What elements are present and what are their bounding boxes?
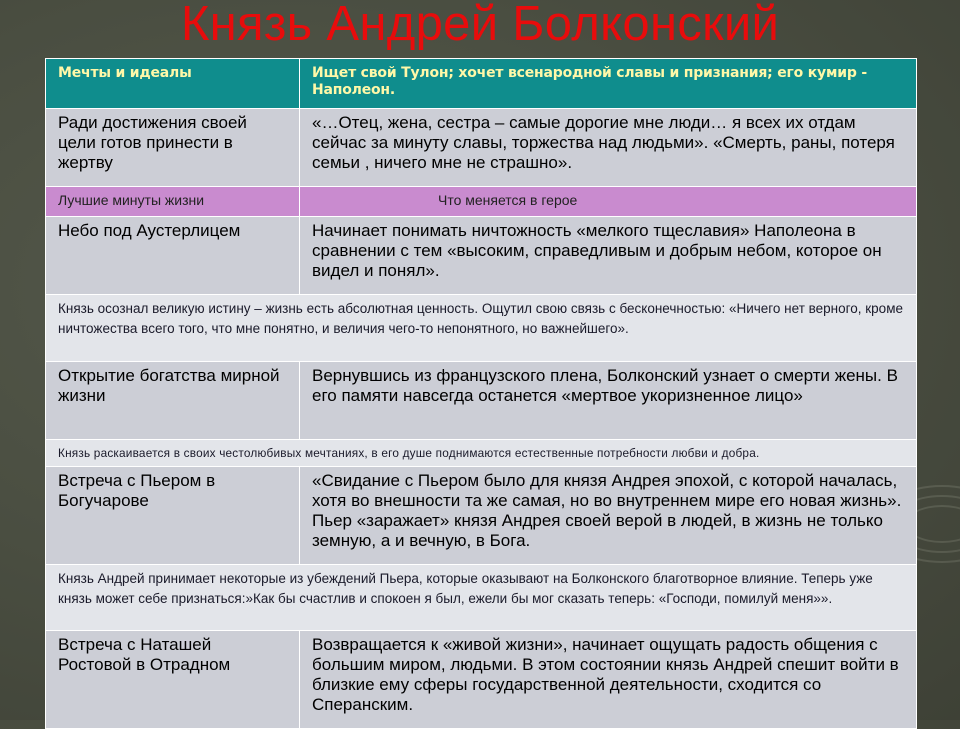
character-table — [45, 58, 917, 729]
family-text: Вернувшись из французского плена, Болконский узнает о смерти жены. В его памяти навсегда останется «мертвое укоризненное лицо» — [300, 362, 917, 440]
natasha-label: Встреча с Наташей Ростовой в Отрадном — [46, 631, 300, 729]
natasha-text: Возвращается к «живой жизни», начинает ощущать радость общения с большим миром, людьми. В этом состоянии князь Андрей спешит войти в близкие ему сферы государственной деятельности, сходится со Сперанским. — [300, 631, 917, 729]
note-row — [46, 295, 917, 362]
header-dreams-text: Ищет свой Тулон; хочет всенародной славы и признания; его кумир - Наполеон. — [300, 59, 917, 109]
pierre-label: Встреча с Пьером в Богучарове — [46, 467, 300, 565]
header-dreams-label: Мечты и идеалы — [46, 59, 300, 109]
sacrifice-text: «…Отец, жена, сестра – самые дорогие мне люди… я всех их отдам сейчас за минуту славы, торжества над людьми». «Смерть, раны, потеря семьи , ничего мне не страшно». — [300, 109, 917, 187]
header-row — [46, 59, 917, 109]
section-header-row — [46, 187, 917, 217]
slide-title: Князь Андрей Болконский — [180, 0, 780, 51]
note-row — [46, 440, 917, 467]
pierre-note: Князь Андрей принимает некоторые из убеждений Пьера, которые оказывают на Болконского благотворное влияние. Теперь уже князь может себе признаться:»Как бы счастлив и спокоен я был, ежели бы мог сказать теперь: «Господи, помилуй меня»». — [46, 565, 917, 631]
table-row — [46, 467, 917, 565]
table-row — [46, 631, 917, 729]
table-row — [46, 217, 917, 295]
table-row — [46, 362, 917, 440]
changes-label — [300, 187, 917, 217]
pierre-text: «Свидание с Пьером было для князя Андрея эпохой, с которой началась, хотя во внешности та же самая, но во внутреннем мире его новая жизнь». Пьер «заражает» князя Андрея своей верой в людей, в жизнь не только земную, а и вечную, в Бога. — [300, 467, 917, 565]
family-note: Князь раскаивается в своих честолюбивых мечтаниях, в его душе поднимаются естественные потребности любви и добра. — [46, 440, 917, 467]
family-label: Открытие богатства мирной жизни — [46, 362, 300, 440]
sacrifice-label: Ради достижения своей цели готов принести в жертву — [46, 109, 300, 187]
note-row — [46, 565, 917, 631]
austerlitz-label: Небо под Аустерлицем — [46, 217, 300, 295]
austerlitz-note: Князь осознал великую истину – жизнь есть абсолютная ценность. Ощутил свою связь с бесконечностью: «Ничего нет верного, кроме ничтожества всего того, что мне понятно, и величия чего-то непонятного, но важнейшего». — [46, 295, 917, 362]
changes-label-text: Что меняется в герое — [438, 192, 578, 208]
best-moments-label: Лучшие минуты жизни — [46, 187, 300, 217]
table-row — [46, 109, 917, 187]
austerlitz-text: Начинает понимать ничтожность «мелкого тщеславия» Наполеона в сравнении с тем «высоким, справедливым и добрым небом, которое он видел и понял». — [300, 217, 917, 295]
